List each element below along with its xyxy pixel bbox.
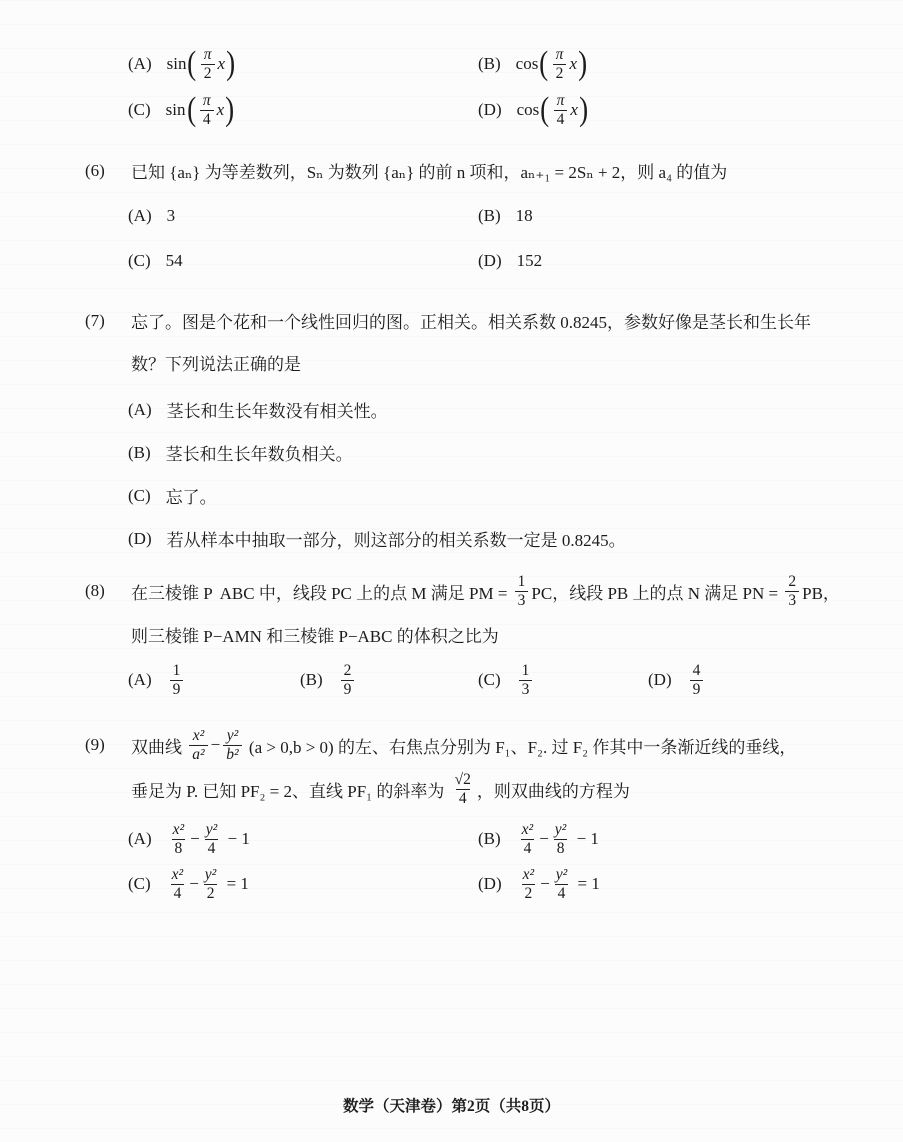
function-name: cos	[515, 54, 539, 74]
option-label: (D)	[478, 251, 502, 270]
fraction-denominator: 2	[553, 64, 567, 83]
fraction-denominator: 4	[555, 884, 569, 903]
option-label: (A)	[128, 670, 152, 689]
function-name: sin	[165, 100, 186, 120]
question-8-stem-line1	[85, 568, 840, 614]
option-value: 54	[165, 251, 183, 270]
q6-option-c	[128, 251, 183, 271]
option-label: (B)	[128, 442, 151, 462]
option-label: (C)	[128, 251, 151, 270]
fraction-numerator: 1	[172, 661, 181, 679]
q5-option-b	[478, 46, 588, 83]
fraction-denominator: 9	[341, 680, 355, 699]
fraction-numerator: x²	[521, 820, 534, 838]
q7-option-b	[128, 440, 353, 465]
fraction-numerator: x²	[522, 865, 535, 883]
fraction	[201, 46, 215, 83]
fraction-denominator: 4	[205, 839, 219, 858]
fraction-denominator: 4	[200, 110, 214, 129]
fraction-denominator: 3	[519, 680, 533, 699]
fraction-denominator: 8	[172, 839, 186, 858]
q9-option-b	[478, 816, 599, 862]
minus-sign: −	[540, 874, 550, 893]
question-text: 已知 {aₙ} 为等差数列，Sₙ 为数列 {aₙ} 的前 n 项和，aₙ₊₁ = 2Sₙ + 2，则 a₄ 的值为	[131, 163, 728, 182]
q8-option-d	[648, 658, 706, 702]
fraction-numerator: 2	[788, 572, 797, 590]
fraction	[189, 727, 207, 764]
q9-option-d	[478, 861, 600, 907]
q7-option-c	[128, 483, 217, 508]
q8-option-b	[300, 658, 357, 702]
question-number: (9)	[85, 735, 105, 754]
question-number: (8)	[85, 581, 105, 600]
question-number: (6)	[85, 160, 105, 180]
option-label: (B)	[478, 829, 501, 848]
minus-sign: −	[189, 874, 199, 893]
option-text: 茎长和生长年数没有相关性。	[166, 402, 388, 421]
fraction-denominator: 8	[554, 839, 568, 858]
variable: x	[570, 100, 578, 120]
option-label: (D)	[478, 100, 502, 120]
fraction-numerator: y²	[554, 820, 567, 838]
fraction-numerator: √2	[454, 770, 471, 788]
fraction	[452, 771, 474, 808]
option-text: 茎长和生长年数负相关。	[165, 445, 353, 464]
question-text: 垂足为 P. 已知 PF₂ = 2、直线 PF₁ 的斜率为	[131, 781, 449, 801]
option-label: (B)	[300, 670, 323, 689]
fraction-denominator: 3	[515, 591, 529, 610]
fraction	[785, 573, 799, 610]
question-text: (a > 0,b > 0) 的左、右焦点分别为 F₁、F₂. 过 F₂ 作其中一条渐近线的垂线，	[244, 737, 797, 757]
fraction	[515, 573, 529, 610]
equation-tail: − 1	[572, 829, 599, 848]
right-paren: )	[226, 44, 236, 82]
fraction	[223, 727, 241, 764]
minus-sign: −	[539, 829, 549, 848]
fraction	[170, 662, 184, 699]
fraction	[552, 821, 570, 858]
left-paren: (	[540, 90, 550, 128]
fraction-numerator: π	[202, 92, 211, 109]
q6-option-d	[478, 251, 542, 271]
question-text: 忘了。图是个花和一个线性回归的图。正相关。相关系数 0.8245，参数好像是茎长和生长年	[131, 313, 811, 332]
equation-tail: = 1	[573, 874, 600, 893]
fraction-numerator: x²	[171, 865, 184, 883]
option-label: (D)	[128, 528, 152, 548]
option-label: (C)	[128, 485, 151, 505]
q6-option-a	[128, 206, 175, 226]
question-text: 双曲线	[131, 737, 187, 757]
option-value: 3	[166, 206, 176, 225]
page-footer: 数学（天津卷）第2页（共8页）	[342, 1098, 560, 1115]
variable: x	[569, 54, 577, 74]
q8-option-a	[128, 658, 186, 702]
left-paren: (	[539, 44, 549, 82]
q5-option-c	[128, 92, 235, 129]
fraction	[690, 662, 704, 699]
fraction-numerator: y²	[205, 820, 218, 838]
fraction-denominator: 4	[554, 110, 568, 129]
fraction	[341, 662, 355, 699]
q9-option-c	[128, 861, 249, 907]
question-text: 则三棱锥 P−AMN 和三棱锥 P−ABC 的体积之比为	[131, 627, 499, 646]
question-text: 数？下列说法正确的是	[131, 355, 301, 374]
fraction	[520, 866, 538, 903]
fraction	[554, 92, 568, 129]
question-8-stem-line2	[131, 622, 499, 647]
fraction	[169, 866, 187, 903]
question-9-stem-line1	[85, 721, 796, 769]
option-label: (C)	[128, 100, 151, 120]
minus-sign: −	[190, 829, 200, 848]
fraction-numerator: 2	[343, 661, 352, 679]
option-value: 152	[516, 251, 543, 270]
function-name: cos	[516, 100, 540, 120]
fraction-numerator: 1	[517, 572, 526, 590]
q5-option-d	[478, 92, 589, 129]
fraction	[170, 821, 188, 858]
option-label: (D)	[478, 874, 502, 893]
fraction-numerator: y²	[555, 865, 568, 883]
fraction-denominator: 4	[521, 839, 535, 858]
question-6-stem	[85, 158, 727, 183]
option-label: (D)	[648, 670, 672, 689]
fraction-denominator: 9	[690, 680, 704, 699]
fraction-numerator: y²	[204, 865, 217, 883]
question-7-stem-line2	[131, 350, 301, 375]
equation-tail: = 1	[222, 874, 249, 893]
variable: x	[217, 54, 226, 74]
fraction	[519, 821, 537, 858]
fraction	[519, 662, 533, 699]
option-label: (C)	[478, 670, 501, 689]
option-text: 忘了。	[165, 488, 217, 507]
option-value: 18	[515, 206, 533, 225]
option-label: (A)	[128, 829, 152, 848]
question-text: 在三棱锥 P ABC 中，线段 PC 上的点 M 满足 PM =	[131, 583, 512, 603]
question-number: (7)	[85, 310, 105, 330]
fraction-denominator: 3	[785, 591, 799, 610]
right-paren: )	[579, 90, 589, 128]
variable: x	[216, 100, 225, 120]
option-label: (A)	[128, 206, 152, 225]
left-paren: (	[186, 90, 196, 128]
fraction-numerator: x²	[192, 726, 205, 744]
fraction	[553, 46, 567, 83]
fraction-denominator: b²	[223, 745, 241, 764]
q7-option-a	[128, 397, 388, 422]
equation-tail: − 1	[223, 829, 250, 848]
option-label: (C)	[128, 874, 151, 893]
q7-option-d	[128, 526, 626, 551]
fraction-denominator: 2	[201, 64, 215, 83]
option-label: (A)	[128, 399, 152, 419]
fraction	[200, 92, 214, 129]
question-text: ，则双曲线的方程为	[476, 781, 630, 801]
question-9-stem-line2	[131, 765, 630, 813]
fraction-denominator: a²	[189, 745, 207, 764]
left-paren: (	[187, 44, 197, 82]
question-7-stem-line1	[85, 308, 811, 333]
fraction-numerator: y²	[226, 726, 239, 744]
option-label: (A)	[128, 54, 152, 74]
option-label: (B)	[478, 206, 501, 225]
fraction-numerator: 1	[521, 661, 530, 679]
question-text: PC，线段 PB 上的点 N 满足 PN =	[531, 583, 783, 603]
fraction-numerator: π	[203, 46, 212, 63]
fraction	[203, 821, 221, 858]
function-name: sin	[166, 54, 187, 74]
fraction-numerator: π	[555, 46, 564, 63]
option-label: (B)	[478, 54, 501, 74]
fraction-numerator: π	[556, 92, 565, 109]
q9-option-a	[128, 816, 250, 862]
fraction-denominator: 4	[456, 789, 470, 808]
minus-sign: −	[210, 735, 221, 754]
fraction-denominator: 9	[170, 680, 184, 699]
right-paren: )	[225, 90, 235, 128]
fraction-denominator: 4	[171, 884, 185, 903]
question-text: PB，	[802, 583, 840, 603]
fraction	[202, 866, 220, 903]
fraction	[553, 866, 571, 903]
q6-option-b	[478, 206, 533, 226]
fraction-denominator: 2	[204, 884, 218, 903]
fraction-numerator: x²	[172, 820, 185, 838]
right-paren: )	[578, 44, 588, 82]
option-text: 若从样本中抽取一部分，则这部分的相关系数一定是 0.8245。	[166, 531, 626, 550]
fraction-numerator: 4	[692, 661, 701, 679]
q8-option-c	[478, 658, 535, 702]
fraction-denominator: 2	[522, 884, 536, 903]
q5-option-a	[128, 46, 236, 83]
